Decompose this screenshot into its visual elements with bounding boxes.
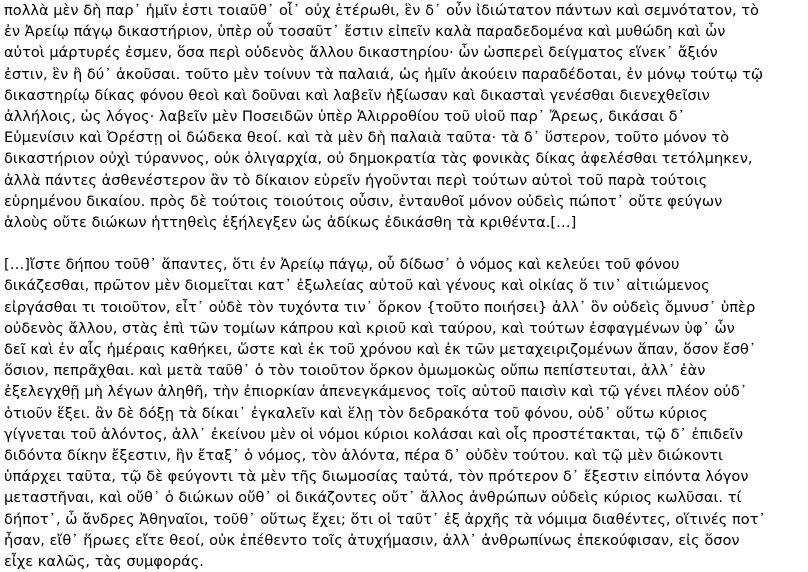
text-line: εἰργάσθαι τι τοιοῦτον, εἶτ᾽ οὐδὲ τὸν τυχόντα τιν᾽ ὅρκον {τοῦτο ποιήσει} ἀλλ᾽ ὃν οὐδεὶς ὄμνυσ᾽ ὑπὲρ bbox=[4, 298, 756, 316]
text-line: ἀλλὰ πάντες ἀσθενέστερον ἂν τὸ δίκαιον εὑρεῖν ἡγοῦνται περὶ τούτων αὐτοὶ τοῦ παρὰ τούτοις bbox=[4, 171, 708, 189]
text-line: δήποτ᾽, ὦ ἄνδρες Ἀθηναῖοι, τοῦθ᾽ οὕτως ἔχει; ὅτι οἱ ταῦτ᾽ ἐξ ἀρχῆς τὰ νόμιμα διαθέντες, οἵτινές ποτ᾽ bbox=[4, 510, 766, 528]
text-line: ὅσιον, πεπρᾶχθαι. καὶ μετὰ ταῦθ᾽ ὁ τὸν τοιοῦτον ὅρκον ὀμωμοκὼς οὔπω πεπίστευται, ἀλλ᾽ ἐὰν bbox=[4, 362, 706, 380]
paragraph bbox=[4, 254, 806, 572]
text-line: οὐδενὸς ἄλλου, στὰς ἐπὶ τῶν τομίων κάπρου καὶ κριοῦ καὶ ταύρου, καὶ τούτων ἐσφαγμένων ὑφ᾽ ὧν bbox=[4, 319, 735, 337]
text-line: εὑρημένου δικαίου. πρὸς δὲ τούτοις τοιούτοις οὖσιν, ἐνταυθοῖ μόνον οὐδεὶς πώποτ᾽ οὔτε φεύγων bbox=[4, 192, 723, 210]
text-line: μεταστῆναι, καὶ οὔθ᾽ ὁ διώκων οὔθ᾽ οἱ δικάζοντες οὔτ᾽ ἄλλος ἀνθρώπων οὐδεὶς κύριος κωλῦσαι. τί bbox=[4, 489, 742, 507]
text-line: ἦσαν, εἴθ᾽ ἥρωες εἴτε θεοί, οὐκ ἐπέθεντο τοῖς ἀτυχήμασιν, ἀλλ᾽ ἀνθρωπίνως ἐπεκούφισαν, εἰς ὅσον bbox=[4, 531, 740, 549]
text-line: ὑπάρχει ταῦτα, τῷ δὲ φεύγοντι τὰ μὲν τῆς διωμοσίας ταὐτά, τὸν πρότερον δ᾽ ἔξεστιν εἰπόντα λόγον bbox=[4, 468, 749, 486]
text-line: πολλὰ μὲν δὴ παρ᾽ ἡμῖν ἐστι τοιαῦθ᾽ οἷ᾽ οὐχ ἑτέρωθι, ἓν δ᾽ οὖν ἰδιώτατον πάντων καὶ σεμνότατον, τὸ bbox=[4, 2, 759, 19]
text-line: ἐστιν, ἓν ἢ δύ᾽ ἀκοῦσαι. τοῦτο μὲν τοίνυν τὰ παλαιά, ὡς ἡμῖν ἀκούειν παραδέδοται, ἐν μόνῳ τούτῳ τῷ bbox=[4, 65, 764, 83]
text-line: ὁτιοῦν ἕξει. ἂν δὲ δόξῃ τὰ δίκαι᾽ ἐγκαλεῖν καὶ ἕλῃ τὸν δεδρακότα τοῦ φόνου, οὐδ᾽ οὕτω κύριος bbox=[4, 404, 708, 422]
text-line: δεῖ καὶ ἐν αἷς ἡμέραις καθήκει, ὥστε καὶ ἐκ τοῦ χρόνου καὶ ἐκ τῶν μεταχειριζομένων ἅπαν, ὅσον ἔσθ᾽ bbox=[4, 341, 757, 358]
text-line: αὐτοὶ μάρτυρές ἐσμεν, ὅσα περὶ οὐδενὸς ἄλλου δικαστηρίου· ὧν ὡσπερεὶ δείγματος εἵνεκ᾽ ἄξιόν bbox=[4, 44, 718, 62]
text-line: δικαστήριον οὐχὶ τύραννος, οὐκ ὀλιγαρχία, οὐ δημοκρατία τὰς φονικὰς δίκας ἀφελέσθαι τετόλμηκεν, bbox=[4, 150, 753, 168]
paragraph bbox=[4, 0, 806, 233]
text-line: Εὐμενίσιν καὶ Ὀρέστῃ οἱ δώδεκα θεοί. καὶ τὰ μὲν δὴ παλαιὰ ταῦτα· τὰ δ᾽ ὕστερον, τοῦτο μόνον τὸ bbox=[4, 129, 730, 147]
paragraph-spacer bbox=[4, 233, 806, 254]
text-line: δικάζεσθαι, πρῶτον μὲν διομεῖται κατ᾽ ἐξωλείας αὑτοῦ καὶ γένους καὶ οἰκίας ὅ τιν᾽ αἰτιώμενος bbox=[4, 277, 710, 295]
text-line: δικαστηρίῳ δίκας φόνου θεοὶ καὶ δοῦναι καὶ λαβεῖν ἠξίωσαν καὶ δικασταὶ γενέσθαι διενεχθεῖσιν bbox=[4, 86, 710, 104]
document-body bbox=[4, 0, 806, 572]
text-line: ἀλλήλοις, ὡς λόγος· λαβεῖν μὲν Ποσειδῶν ὑπὲρ Ἁλιρροθίου τοῦ υἱοῦ παρ᾽ Ἄρεως, δικάσαι δ᾽ bbox=[4, 107, 685, 125]
text-line: διδόντα δίκην ἔξεστιν, ἣν ἔταξ᾽ ὁ νόμος, τὸν ἁλόντα, πέρα δ᾽ οὐδὲν τούτου. καὶ τῷ μὲν διώκοντι bbox=[4, 446, 723, 464]
text-line: εἶχε καλῶς, τὰς συμφοράς. bbox=[4, 552, 204, 570]
text-line: ἐν Ἀρείῳ πάγῳ δικαστήριον, ὑπὲρ οὗ τοσαῦτ᾽ ἔστιν εἰπεῖν καλὰ παραδεδομένα καὶ μυθώδη καὶ ὧν bbox=[4, 23, 726, 41]
text-line: ἁλοὺς οὔτε διώκων ἡττηθεὶς ἐξήλεγξεν ὡς ἀδίκως ἐδικάσθη τὰ κριθέντα.[…] bbox=[4, 213, 577, 231]
text-line: […]ἴστε δήπου τοῦθ᾽ ἅπαντες, ὅτι ἐν Ἀρείῳ πάγῳ, οὗ δίδωσ᾽ ὁ νόμος καὶ κελεύει τοῦ φόνου bbox=[4, 256, 680, 274]
text-line: ἐξελεγχθῇ μὴ λέγων ἀληθῆ, τὴν ἐπιορκίαν ἀπενεγκάμενος τοῖς αὑτοῦ παισὶν καὶ τῷ γένει πλέον οὐδ᾽ bbox=[4, 383, 748, 401]
text-line: γίγνεται τοῦ ἁλόντος, ἀλλ᾽ ἐκείνου μὲν οἱ νόμοι κύριοι κολάσαι καὶ οἷς προστέτακται, τῷ δ᾽ ἐπιδεῖν bbox=[4, 425, 743, 443]
